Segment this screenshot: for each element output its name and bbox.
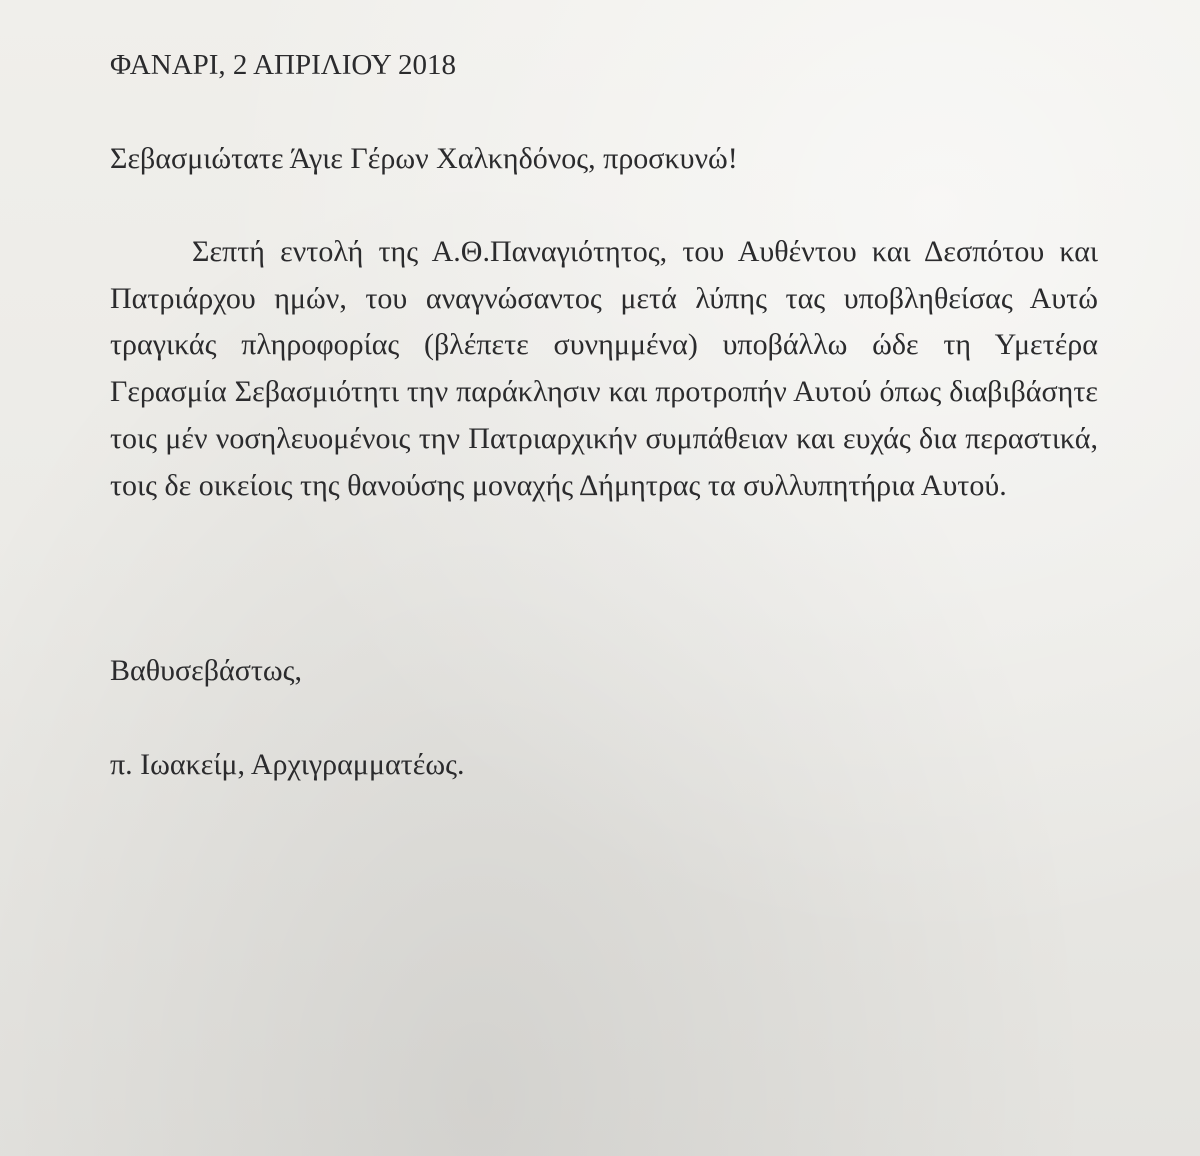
letter-salutation: Σεβασμιώτατε Άγιε Γέρων Χαλκηδόνος, προσκυνώ! xyxy=(110,142,738,175)
letter-closing: Βαθυσεβάστως, xyxy=(110,654,303,687)
letter-date: ΦΑΝΑΡΙ, 2 ΑΠΡΙΛΙΟΥ 2018 xyxy=(110,49,457,81)
letter-body: Σεπτή εντολή της Α.Θ.Παναγιότητος, του Αυθέντου και Δεσπότου και Πατριάρχου ημών, του αναγνώσαντος μετά λύπης τας υποβληθείσας Αυτώ τραγικάς πληροφορίας (βλέπετε συνημμένα) υποβάλλω ώδε τη Υμετέρα Γερασμία Σεβασμιότητι την παράκλησιν και προτροπήν Αυτού όπως διαβιβάσητε τοις μέν νοσηλευομένοις την Πατριαρχικήν συμπάθειαν και ευχάς δια περαστικά, τοις δε οικείοις της θανούσης μοναχής Δήμητρας τα συλλυπητήρια Αυτού. xyxy=(110,235,1098,502)
letter-signature: π. Ιωακείμ, Αρχιγραμματέως. xyxy=(110,748,465,781)
